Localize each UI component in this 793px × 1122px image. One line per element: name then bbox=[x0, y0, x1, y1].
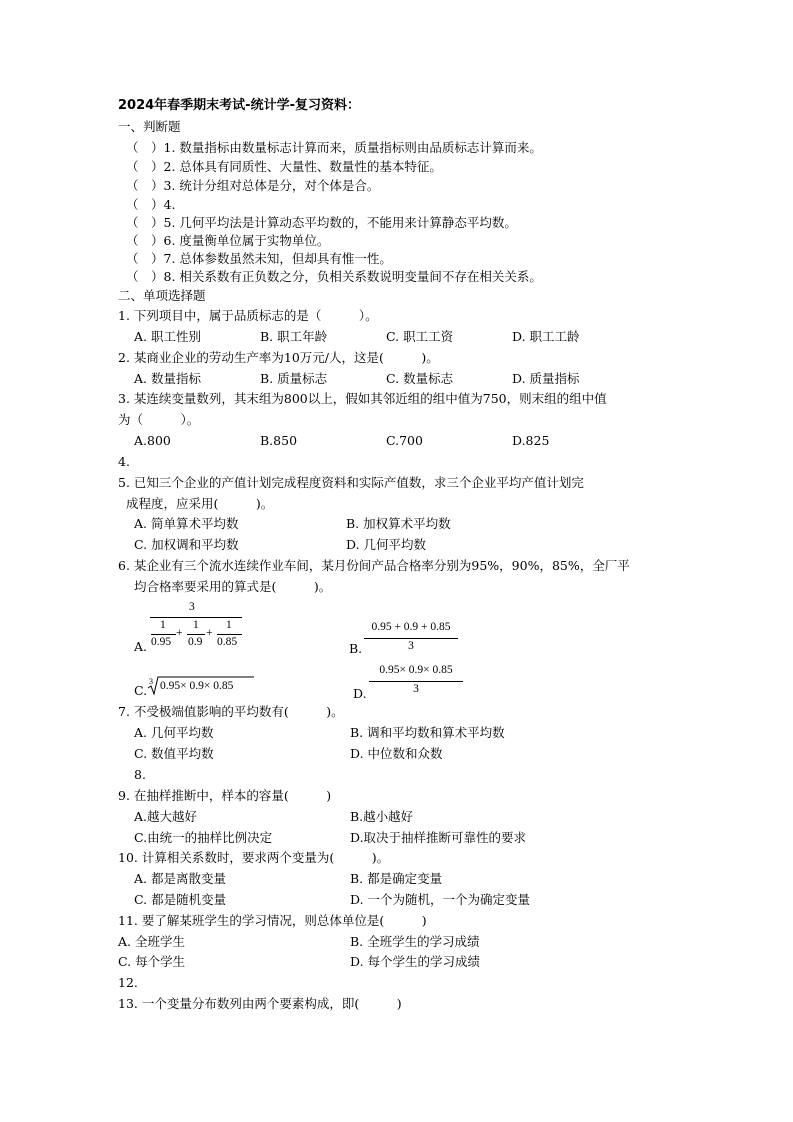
question-6-line2: 均合格率要采用的算式是( )。 bbox=[134, 579, 332, 594]
q6-option-d-label: D. bbox=[353, 686, 367, 701]
q5-option-d: D. 几何平均数 bbox=[346, 537, 427, 552]
tf-item-1: （ ）1. 数量指标由数量标志计算而来，质量指标则由品质标志计算而来。 bbox=[126, 140, 542, 155]
question-2: 2. 某商业企业的劳动生产率为10万元/人，这是( )。 bbox=[118, 350, 439, 365]
tf-item-4: （ ）4. bbox=[126, 197, 176, 212]
question-13: 13. 一个变量分布数列由两个要素构成，即( ) bbox=[118, 996, 402, 1011]
question-3-line1: 3. 某连续变量数列，其末组为800以上，假如其邻近组的组中值为750，则末组的组中值 bbox=[118, 391, 607, 406]
q6a-one-2: 1 bbox=[193, 619, 199, 631]
q6a-numerator: 3 bbox=[189, 601, 195, 613]
q6c-root-index: 3 bbox=[149, 677, 153, 686]
q3-option-b: B.850 bbox=[260, 433, 298, 448]
question-4: 4. bbox=[118, 454, 130, 469]
q11-option-b: B. 全班学生的学习成绩 bbox=[350, 934, 480, 949]
q3-option-c: C.700 bbox=[386, 433, 423, 448]
question-12: 12. bbox=[118, 975, 138, 990]
q7-option-b: B. 调和平均数和算术平均数 bbox=[350, 725, 505, 740]
tf-item-2: （ ）2. 总体具有同质性、大量性、数量性的基本特征。 bbox=[126, 159, 442, 174]
q1-option-c: C. 职工工资 bbox=[386, 329, 454, 344]
q6a-bar-1 bbox=[151, 634, 176, 635]
tf-item-8: （ ）8. 相关系数有正负数之分，负相关系数说明变量间不存在相关关系。 bbox=[126, 269, 542, 284]
section-heading-single-choice: 二、单项选择题 bbox=[118, 288, 206, 303]
q6c-expression: 0.95× 0.9× 0.85 bbox=[160, 680, 234, 692]
q10-option-b: B. 都是确定变量 bbox=[350, 871, 443, 886]
q6a-main-fraction-bar bbox=[150, 617, 242, 618]
q6a-plus-1: + bbox=[176, 627, 183, 639]
q6d-fraction-bar bbox=[369, 681, 463, 682]
q1-option-d: D. 职工工龄 bbox=[512, 329, 580, 344]
question-8: 8. bbox=[134, 767, 146, 782]
q6a-one-1: 1 bbox=[160, 619, 166, 631]
q7-option-d: D. 中位数和众数 bbox=[350, 746, 443, 761]
q6a-bar-3 bbox=[217, 634, 242, 635]
q6d-numerator: 0.95× 0.9× 0.85 bbox=[379, 664, 453, 676]
tf-item-3: （ ）3. 统计分组对总体是分，对个体是合。 bbox=[126, 178, 380, 193]
q9-option-c: C.由统一的抽样比例决定 bbox=[134, 830, 273, 845]
q1-option-a: A. 职工性别 bbox=[134, 329, 201, 344]
tf-item-7: （ ）7. 总体参数虽然未知，但却具有惟一性。 bbox=[126, 251, 392, 266]
q10-option-d: D. 一个为随机，一个为确定变量 bbox=[350, 892, 531, 907]
q3-option-d: D.825 bbox=[512, 433, 550, 448]
q7-option-a: A. 几何平均数 bbox=[134, 725, 214, 740]
question-7: 7. 不受极端值影响的平均数有( )。 bbox=[118, 704, 344, 719]
q5-option-a: A. 简单算术平均数 bbox=[134, 516, 239, 531]
question-5-line2: 成程度，应采用( )。 bbox=[126, 496, 274, 511]
q6a-den-1: 0.95 bbox=[151, 636, 172, 648]
question-9: 9. 在抽样推断中，样本的容量( ) bbox=[118, 788, 332, 803]
q10-option-a: A. 都是离散变量 bbox=[134, 871, 226, 886]
q3-option-a: A.800 bbox=[134, 433, 171, 448]
q6a-den-2: 0.9 bbox=[188, 636, 203, 648]
q6b-denominator: 3 bbox=[408, 640, 414, 652]
q6a-bar-2 bbox=[187, 634, 205, 635]
document-title: 2024年春季期末考试-统计学-复习资料： bbox=[118, 98, 360, 113]
q6-option-c-label: C. bbox=[134, 683, 148, 698]
question-11: 11. 要了解某班学生的学习情况，则总体单位是( ) bbox=[118, 913, 427, 928]
q2-option-b: B. 质量标志 bbox=[260, 371, 328, 386]
q5-option-c: C. 加权调和平均数 bbox=[134, 537, 239, 552]
q6a-plus-2: + bbox=[206, 627, 213, 639]
q6-option-b-label: B. bbox=[349, 641, 363, 656]
q2-option-a: A. 数量指标 bbox=[134, 371, 201, 386]
q11-option-c: C. 每个学生 bbox=[118, 954, 186, 969]
q7-option-c: C. 数值平均数 bbox=[134, 746, 214, 761]
q9-option-b: B.越小越好 bbox=[350, 809, 414, 824]
section-heading-true-false: 一、判断题 bbox=[118, 119, 181, 134]
question-3-line2: 为（ ）。 bbox=[118, 412, 200, 427]
q9-option-a: A.越大越好 bbox=[134, 809, 198, 824]
q6a-one-3: 1 bbox=[226, 619, 232, 631]
q11-option-a: A. 全班学生 bbox=[118, 934, 185, 949]
q2-option-d: D. 质量指标 bbox=[512, 371, 580, 386]
q6a-den-3: 0.85 bbox=[217, 636, 238, 648]
q6-option-a-label: A. bbox=[134, 639, 148, 654]
tf-item-6: （ ）6. 度量衡单位属于实物单位。 bbox=[126, 233, 330, 248]
question-1: 1. 下列项目中，属于品质标志的是（ ）。 bbox=[118, 308, 378, 323]
question-5-line1: 5. 已知三个企业的产值计划完成程度资料和实际产值数，求三个企业平均产值计划完 bbox=[118, 475, 584, 490]
q11-option-d: D. 每个学生的学习成绩 bbox=[350, 954, 481, 969]
tf-item-5: （ ）5. 几何平均法是计算动态平均数的，不能用来计算静态平均数。 bbox=[126, 215, 517, 230]
q2-option-c: C. 数量标志 bbox=[386, 371, 454, 386]
q10-option-c: C. 都是随机变量 bbox=[134, 892, 227, 907]
q6b-fraction-bar bbox=[364, 638, 458, 639]
question-10: 10. 计算相关系数时，要求两个变量为( )。 bbox=[118, 850, 390, 865]
q6b-numerator: 0.95 + 0.9 + 0.85 bbox=[371, 621, 451, 633]
q9-option-d: D.取决于抽样推断可靠性的要求 bbox=[350, 830, 527, 845]
q1-option-b: B. 职工年龄 bbox=[260, 329, 328, 344]
question-6-line1: 6. 某企业有三个流水连续作业车间，某月份间产品合格率分别为95%，90%，85%，全厂平 bbox=[118, 558, 630, 573]
q6d-denominator: 3 bbox=[413, 683, 419, 695]
q5-option-b: B. 加权算术平均数 bbox=[346, 516, 451, 531]
